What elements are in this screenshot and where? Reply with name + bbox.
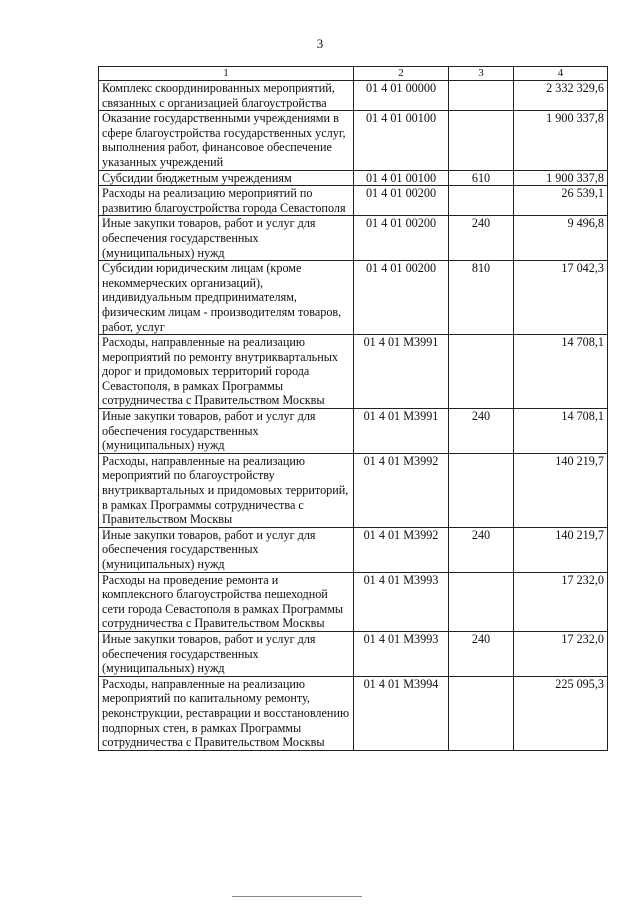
row-name: Расходы на реализацию мероприятий по развитию благоустройства города Севастополя: [99, 186, 354, 216]
row-code: 01 4 01 М3991: [354, 335, 449, 409]
row-code: 01 4 01 М3993: [354, 631, 449, 676]
row-type: [449, 676, 514, 750]
header-col-2: 2: [354, 67, 449, 81]
row-code: 01 4 01 00100: [354, 111, 449, 170]
row-code: 01 4 01 00200: [354, 261, 449, 335]
table-row: [99, 453, 608, 527]
row-name: Комплекс скоординированных мероприятий, связанных с организацией благоустройства: [99, 81, 354, 111]
table-body: [99, 81, 608, 751]
row-type: [449, 453, 514, 527]
row-name: Иные закупки товаров, работ и услуг для обеспечения государственных (муниципальных) нужд: [99, 409, 354, 454]
row-amount: 225 095,3: [514, 676, 608, 750]
scan-edge-line: [232, 896, 362, 900]
row-type: 240: [449, 409, 514, 454]
table-row: [99, 335, 608, 409]
row-amount: 17 042,3: [514, 261, 608, 335]
row-code: 01 4 01 00200: [354, 216, 449, 261]
header-col-3: 3: [449, 67, 514, 81]
table-row: [99, 409, 608, 454]
row-type: 810: [449, 261, 514, 335]
row-code: 01 4 01 М3993: [354, 572, 449, 631]
table-row: [99, 216, 608, 261]
budget-table: [98, 66, 608, 751]
row-name: Иные закупки товаров, работ и услуг для обеспечения государственных (муниципальных) нужд: [99, 631, 354, 676]
row-name: Расходы на проведение ремонта и комплексного благоустройства пешеходной сети города Севастополя в рамках Программы сотрудничества с Правительством Москвы: [99, 572, 354, 631]
row-amount: 1 900 337,8: [514, 170, 608, 186]
header-col-1: 1: [99, 67, 354, 81]
row-type: [449, 186, 514, 216]
row-code: 01 4 01 00000: [354, 81, 449, 111]
row-name: Расходы, направленные на реализацию мероприятий по благоустройству внутриквартальных и придомовых территорий, в рамках Программы сотрудничества с Правительством Москвы: [99, 453, 354, 527]
table-row: [99, 676, 608, 750]
page-number: 3: [316, 36, 324, 51]
row-type: 240: [449, 631, 514, 676]
row-amount: 17 232,0: [514, 631, 608, 676]
row-code: 01 4 01 М3992: [354, 527, 449, 572]
row-name: Оказание государственными учреждениями в сфере благоустройства государственных услуг, выполнения работ, финансовое обеспечение указанных учреждений: [99, 111, 354, 170]
row-name: Расходы, направленные на реализацию мероприятий по ремонту внутриквартальных дорог и придомовых территорий города Севастополя, в рамках Программы сотрудничества с Правительством Москвы: [99, 335, 354, 409]
row-type: 240: [449, 216, 514, 261]
row-name: Иные закупки товаров, работ и услуг для обеспечения государственных (муниципальных) нужд: [99, 216, 354, 261]
row-type: [449, 335, 514, 409]
row-name: Иные закупки товаров, работ и услуг для обеспечения государственных (муниципальных) нужд: [99, 527, 354, 572]
row-code: 01 4 01 М3992: [354, 453, 449, 527]
table-header-row: [99, 67, 608, 81]
row-name: Расходы, направленные на реализацию мероприятий по капитальному ремонту, реконструкции, реставрации и восстановлению подпорных стен, в рамках Программы сотрудничества с Правительством Москвы: [99, 676, 354, 750]
table-row: [99, 111, 608, 170]
row-amount: 9 496,8: [514, 216, 608, 261]
row-type: [449, 572, 514, 631]
row-type: 240: [449, 527, 514, 572]
row-name: Субсидии юридическим лицам (кроме некоммерческих организаций), индивидуальным предпринимателям, физическим лицам - производителям товаров, работ, услуг: [99, 261, 354, 335]
table-row: [99, 572, 608, 631]
row-code: 01 4 01 М3991: [354, 409, 449, 454]
row-amount: 17 232,0: [514, 572, 608, 631]
table-row: [99, 81, 608, 111]
row-amount: 14 708,1: [514, 335, 608, 409]
row-amount: 2 332 329,6: [514, 81, 608, 111]
row-amount: 1 900 337,8: [514, 111, 608, 170]
row-type: [449, 111, 514, 170]
row-type: [449, 81, 514, 111]
row-amount: 140 219,7: [514, 453, 608, 527]
row-code: 01 4 01 00200: [354, 186, 449, 216]
row-name: Субсидии бюджетным учреждениям: [99, 170, 354, 186]
row-code: 01 4 01 М3994: [354, 676, 449, 750]
row-amount: 140 219,7: [514, 527, 608, 572]
row-amount: 14 708,1: [514, 409, 608, 454]
row-type: 610: [449, 170, 514, 186]
table-row: [99, 631, 608, 676]
table-row: [99, 527, 608, 572]
header-col-4: 4: [514, 67, 608, 81]
row-amount: 26 539,1: [514, 186, 608, 216]
table-row: [99, 170, 608, 186]
table-row: [99, 261, 608, 335]
row-code: 01 4 01 00100: [354, 170, 449, 186]
table-row: [99, 186, 608, 216]
